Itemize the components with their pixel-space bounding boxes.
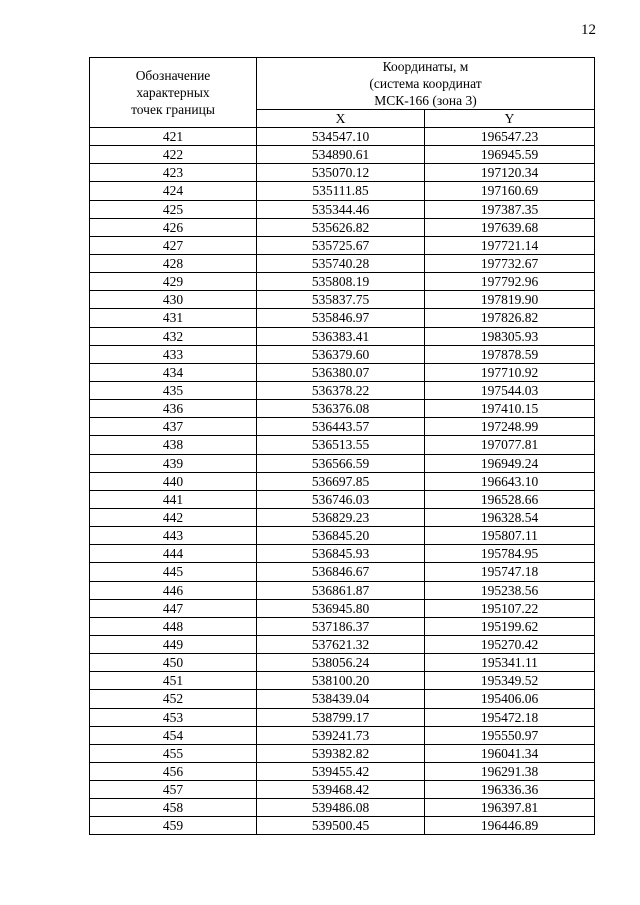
y-coordinate-cell: 196291.38: [425, 762, 595, 780]
point-number-cell: 433: [90, 345, 257, 363]
y-coordinate-cell: 195107.22: [425, 599, 595, 617]
table-row: [90, 327, 595, 345]
x-coordinate-cell: 539241.73: [257, 726, 425, 744]
point-number-cell: 438: [90, 436, 257, 454]
x-coordinate-cell: 534547.10: [257, 128, 425, 146]
point-number-cell: 436: [90, 400, 257, 418]
y-coordinate-cell: 196547.23: [425, 128, 595, 146]
table-row: [90, 762, 595, 780]
table-row: [90, 418, 595, 436]
y-coordinate-cell: 197120.34: [425, 164, 595, 182]
table-row: [90, 617, 595, 635]
table-row: [90, 309, 595, 327]
point-number-cell: 431: [90, 309, 257, 327]
y-coordinate-cell: 197387.35: [425, 200, 595, 218]
point-number-cell: 444: [90, 545, 257, 563]
point-number-cell: 424: [90, 182, 257, 200]
y-column-header: Y: [425, 110, 595, 128]
y-coordinate-cell: 195341.11: [425, 654, 595, 672]
table-row: [90, 508, 595, 526]
y-coordinate-cell: 196528.66: [425, 490, 595, 508]
table-row: [90, 472, 595, 490]
point-number-cell: 450: [90, 654, 257, 672]
x-coordinate-cell: 536376.08: [257, 400, 425, 418]
table-row: [90, 218, 595, 236]
point-number-cell: 456: [90, 762, 257, 780]
point-column-header: [90, 58, 257, 128]
x-coordinate-cell: 536861.87: [257, 581, 425, 599]
x-coordinate-cell: 536383.41: [257, 327, 425, 345]
table-row: [90, 635, 595, 653]
point-number-cell: 445: [90, 563, 257, 581]
y-coordinate-cell: 195270.42: [425, 635, 595, 653]
y-coordinate-cell: 197878.59: [425, 345, 595, 363]
y-coordinate-cell: 197826.82: [425, 309, 595, 327]
point-number-cell: 459: [90, 817, 257, 835]
y-coordinate-cell: 197732.67: [425, 254, 595, 272]
point-number-cell: 442: [90, 508, 257, 526]
y-coordinate-cell: 195199.62: [425, 617, 595, 635]
x-coordinate-cell: 536746.03: [257, 490, 425, 508]
table-row: [90, 545, 595, 563]
y-coordinate-cell: 196945.59: [425, 146, 595, 164]
x-coordinate-cell: 538100.20: [257, 672, 425, 690]
table-row: [90, 273, 595, 291]
x-coordinate-cell: 536566.59: [257, 454, 425, 472]
x-coordinate-cell: 535070.12: [257, 164, 425, 182]
point-number-cell: 457: [90, 781, 257, 799]
x-coordinate-cell: 534890.61: [257, 146, 425, 164]
point-number-cell: 427: [90, 236, 257, 254]
point-number-cell: 448: [90, 617, 257, 635]
coordinates-group-header: [257, 58, 595, 110]
point-number-cell: 449: [90, 635, 257, 653]
point-number-cell: 430: [90, 291, 257, 309]
point-number-cell: 429: [90, 273, 257, 291]
table-row: [90, 381, 595, 399]
point-number-cell: 443: [90, 527, 257, 545]
table-row: [90, 490, 595, 508]
x-coordinate-cell: 539500.45: [257, 817, 425, 835]
point-number-cell: 421: [90, 128, 257, 146]
x-coordinate-cell: 535837.75: [257, 291, 425, 309]
y-coordinate-cell: 197819.90: [425, 291, 595, 309]
point-number-cell: 440: [90, 472, 257, 490]
table-row: [90, 345, 595, 363]
y-coordinate-cell: 195807.11: [425, 527, 595, 545]
point-number-cell: 451: [90, 672, 257, 690]
table-row: [90, 563, 595, 581]
table-row: [90, 799, 595, 817]
page-number: 12: [581, 22, 596, 38]
table-row: [90, 454, 595, 472]
x-coordinate-cell: 536380.07: [257, 363, 425, 381]
x-coordinate-cell: 535740.28: [257, 254, 425, 272]
point-number-cell: 432: [90, 327, 257, 345]
point-number-cell: 455: [90, 744, 257, 762]
table-row: [90, 291, 595, 309]
y-coordinate-cell: 196446.89: [425, 817, 595, 835]
table-row: [90, 726, 595, 744]
y-coordinate-cell: 195550.97: [425, 726, 595, 744]
point-header-line-3: точек границы: [131, 102, 215, 117]
y-coordinate-cell: 197721.14: [425, 236, 595, 254]
x-coordinate-cell: 535344.46: [257, 200, 425, 218]
x-coordinate-cell: 539486.08: [257, 799, 425, 817]
x-coordinate-cell: 537621.32: [257, 635, 425, 653]
point-number-cell: 447: [90, 599, 257, 617]
x-coordinate-cell: 535626.82: [257, 218, 425, 236]
y-coordinate-cell: 197160.69: [425, 182, 595, 200]
point-header-line-2: характерных: [136, 85, 210, 100]
table-row: [90, 146, 595, 164]
y-coordinate-cell: 195349.52: [425, 672, 595, 690]
point-number-cell: 428: [90, 254, 257, 272]
table-row: [90, 599, 595, 617]
table-row: [90, 363, 595, 381]
table-row: [90, 200, 595, 218]
point-number-cell: 425: [90, 200, 257, 218]
point-header-line-1: Обозначение: [135, 68, 211, 83]
x-coordinate-cell: 536379.60: [257, 345, 425, 363]
table-row: [90, 654, 595, 672]
table-row: [90, 182, 595, 200]
x-coordinate-cell: 539468.42: [257, 781, 425, 799]
y-coordinate-cell: 196643.10: [425, 472, 595, 490]
y-coordinate-cell: 197792.96: [425, 273, 595, 291]
x-coordinate-cell: 536945.80: [257, 599, 425, 617]
table-row: [90, 744, 595, 762]
coords-header-line-3: МСК-166 (зона 3): [374, 93, 477, 108]
x-coordinate-cell: 536697.85: [257, 472, 425, 490]
table-row: [90, 581, 595, 599]
table-row: [90, 254, 595, 272]
y-coordinate-cell: 195472.18: [425, 708, 595, 726]
x-coordinate-cell: 536846.67: [257, 563, 425, 581]
x-coordinate-cell: 538799.17: [257, 708, 425, 726]
y-coordinate-cell: 197077.81: [425, 436, 595, 454]
table-row: [90, 400, 595, 418]
point-number-cell: 441: [90, 490, 257, 508]
x-coordinate-cell: 536829.23: [257, 508, 425, 526]
x-coordinate-cell: 539382.82: [257, 744, 425, 762]
point-number-cell: 434: [90, 363, 257, 381]
table-row: [90, 164, 595, 182]
y-coordinate-cell: 195784.95: [425, 545, 595, 563]
point-number-cell: 458: [90, 799, 257, 817]
y-coordinate-cell: 197639.68: [425, 218, 595, 236]
y-coordinate-cell: 196949.24: [425, 454, 595, 472]
y-coordinate-cell: 195238.56: [425, 581, 595, 599]
x-coordinate-cell: 535808.19: [257, 273, 425, 291]
y-coordinate-cell: 196328.54: [425, 508, 595, 526]
y-coordinate-cell: 197410.15: [425, 400, 595, 418]
y-coordinate-cell: 198305.93: [425, 327, 595, 345]
point-number-cell: 422: [90, 146, 257, 164]
y-coordinate-cell: 197248.99: [425, 418, 595, 436]
table-row: [90, 128, 595, 146]
table-row: [90, 236, 595, 254]
point-number-cell: 426: [90, 218, 257, 236]
x-coordinate-cell: 536845.93: [257, 545, 425, 563]
table-row: [90, 436, 595, 454]
point-number-cell: 435: [90, 381, 257, 399]
y-coordinate-cell: 196041.34: [425, 744, 595, 762]
x-coordinate-cell: 536378.22: [257, 381, 425, 399]
point-number-cell: 446: [90, 581, 257, 599]
table-row: [90, 817, 595, 835]
x-coordinate-cell: 538439.04: [257, 690, 425, 708]
y-coordinate-cell: 197544.03: [425, 381, 595, 399]
point-number-cell: 437: [90, 418, 257, 436]
point-number-cell: 423: [90, 164, 257, 182]
x-coordinate-cell: 535725.67: [257, 236, 425, 254]
y-coordinate-cell: 195747.18: [425, 563, 595, 581]
table-row: [90, 690, 595, 708]
table-row: [90, 527, 595, 545]
coords-header-line-1: Координаты, м: [382, 59, 469, 74]
y-coordinate-cell: 196336.36: [425, 781, 595, 799]
y-coordinate-cell: 195406.06: [425, 690, 595, 708]
x-coordinate-cell: 536443.57: [257, 418, 425, 436]
x-coordinate-cell: 535111.85: [257, 182, 425, 200]
y-coordinate-cell: 196397.81: [425, 799, 595, 817]
x-coordinate-cell: 535846.97: [257, 309, 425, 327]
x-coordinate-cell: 536845.20: [257, 527, 425, 545]
table-row: [90, 708, 595, 726]
point-number-cell: 453: [90, 708, 257, 726]
y-coordinate-cell: 197710.92: [425, 363, 595, 381]
point-number-cell: 452: [90, 690, 257, 708]
x-coordinate-cell: 539455.42: [257, 762, 425, 780]
table-row: [90, 672, 595, 690]
coords-header-line-2: (система координат: [369, 76, 482, 91]
x-coordinate-cell: 537186.37: [257, 617, 425, 635]
table-row: [90, 781, 595, 799]
x-coordinate-cell: 538056.24: [257, 654, 425, 672]
point-number-cell: 439: [90, 454, 257, 472]
point-number-cell: 454: [90, 726, 257, 744]
x-coordinate-cell: 536513.55: [257, 436, 425, 454]
x-column-header: X: [257, 110, 425, 128]
coordinates-table: [89, 57, 595, 835]
table-body: [90, 128, 595, 835]
